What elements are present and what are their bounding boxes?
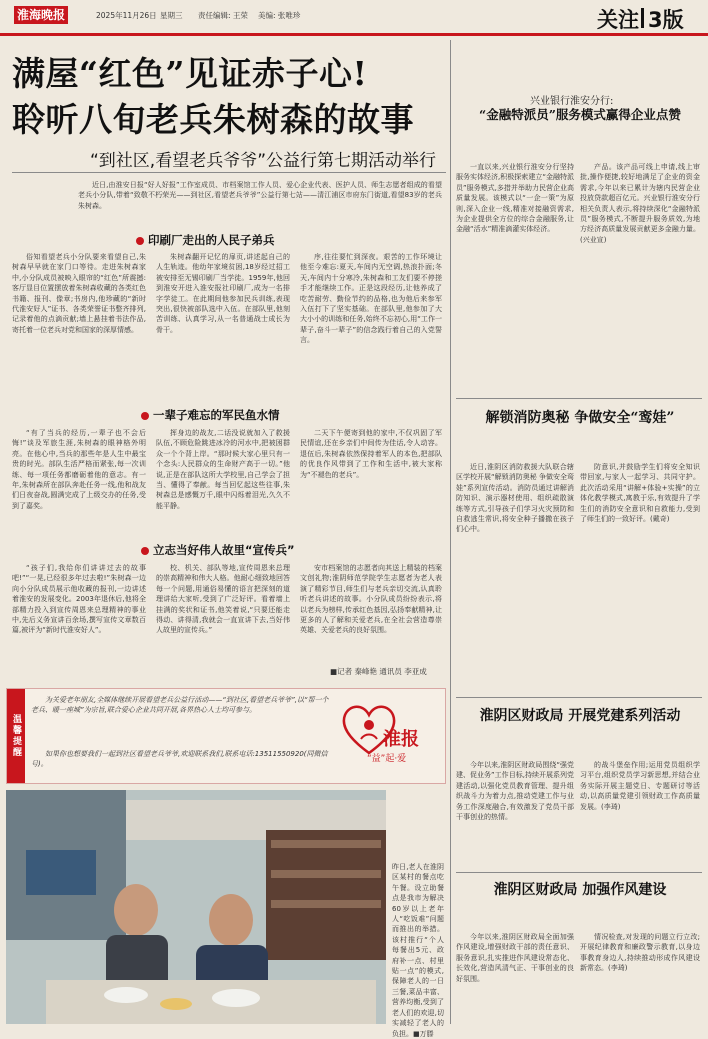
bullet-dot-icon (136, 237, 144, 245)
side-article-1-kicker: 兴业银行淮安分行: (530, 96, 614, 107)
side-article-2-title: 解锁消防奥秘 争做安全“鸾娃” (485, 410, 675, 426)
section-1-heading (136, 232, 275, 248)
main-headline-2: 聆听八旬老兵朱树森的故事 (12, 100, 414, 139)
section-name: 关注 (597, 8, 639, 32)
notice-text-1: 为关爱老年朋友,全媒体继续开展看望老兵公益行活动——“到社区,看望老兵爷爷”,以“帮一个老兵、暖一座城”为宗旨,联合爱心企业共同开展,各界热心人士均可参与。 (31, 696, 329, 715)
side-article-1-column-2: 产品。该产品可线上申请,线上审批,操作便捷,较好地满足了企业的资金需求,今年以来已累计为辖内民营企业投放贷款超百亿元。兴业银行淮安分行相关负责人表示,将持续深化“金融特派员”服务模式,不断提升服务质效,为地方经济高质量发展贡献更多金融力量。(兴业宣) (580, 163, 700, 244)
section-divider (641, 8, 644, 28)
section-2-column-2: 挥身边的战友,二话没说就加入了救援队伍,不顾危险跳进冰冷的河水中,把被困群众一个个背上岸。“那时候大家心里只有一个念头:人民群众的生命财产高于一切。”他说,正是在部队这所大学校里,自己学会了担当、懂得了奉献。每当回忆起这些往事,朱树森总是感慨万千,眼中闪烁着泪光,久久不能平静。 (156, 429, 290, 510)
masthead-logo: 淮海晚报 (14, 6, 68, 24)
side-article-4-title: 淮阴区财政局 加强作风建设 (493, 882, 667, 898)
dining-photo-illustration (6, 790, 386, 1024)
notice-text-2: 如果你也想要我们一起到社区看望老兵爷爷,欢迎联系我们,联系电话:13511550920(同微信号)。 (31, 750, 328, 769)
main-byline: ■记者 秦峰艳 通讯员 李亚成 (330, 667, 427, 676)
side-divider-1 (456, 398, 702, 399)
main-lead: 近日,由淮安日报“好人好报”工作室成员、市档案馆工作人员、爱心企业代表、医护人员、师生志愿者组成的看望老兵小分队,带着“致敬不朽荣光——到社区,看望老兵爷爷”公益行第七站——清江浦区市府东门街道,看望83岁的老兵朱树森。 (78, 181, 442, 210)
news-photo (6, 790, 386, 1024)
main-subheadline: “到社区,看望老兵爷爷”公益行第七期活动举行 (90, 151, 437, 171)
masthead-date: 2025年11月26日 (96, 11, 157, 20)
notice-logo-sub: “益”起·爱 (367, 754, 407, 764)
side-article-3-column-2: 的战斗堡垒作用;运用党员组织学习平台,组织党员学习新思想,并结合业务实际开展主题党日、专题研讨等活动,以高质量党建引领财政工作高质量发展。(李琦) (580, 761, 700, 811)
masthead-weekday: 星期三 (160, 11, 183, 20)
bullet-dot-icon (141, 412, 149, 420)
masthead-rule (0, 33, 708, 36)
section-2-heading (141, 407, 280, 423)
side-article-1-column-1: 一直以来,兴业银行淮安分行坚持服务实体经济,积极探索建立“金融特派员”服务模式,多措并举助力民营企业高质量发展。该模式以“一企一策”为原则,深入企业一线,精准对接融资需求,为企业提供全方位的综合金融服务,让金融“活水”精准滴灌实体经济。 (456, 163, 574, 234)
section-2-column-1: “有了当兵的经历,一辈子也不会后悔!”谈及军旅生涯,朱树森的眼神格外明亮。在他心中,当兵的那些年是人生中最宝贵的时光。部队生活严格而紧张,每一次训练、每一项任务都磨砺着他的意志。有一年,朱树森所在部队奔赴任务一线,他和战友们日夜奋战,圆满完成了上级交办的任务,受到了嘉奖。 (12, 429, 146, 510)
section-3-heading (141, 542, 295, 558)
section-1-column-1: 俗知看望老兵小分队要来看望自己,朱树森早早就在家门口等待。走进朱树森家中,小分队成员被映入眼帘的“红色”所震撼:客厅显目位置摆放着朱树森收藏的各类红色书籍、报刊、像章;书房内,他珍藏的“新时代淮安好人”证书、各类荣誉证书整齐排列,记录着他的点滴贡献;墙上悬挂着书法作品,寄托着一位老兵对党和国家的深厚情感。 (12, 253, 146, 334)
section-2-title: 一辈子难忘的军民鱼水情 (153, 408, 280, 422)
masthead-designer: 美编: 张唯珍 (258, 11, 301, 20)
bullet-dot-icon (141, 547, 149, 555)
side-divider-2 (456, 697, 702, 698)
side-article-1-title: “金融特派员”服务模式赢得企业点赞 (479, 107, 681, 122)
side-article-4-column-1: 今年以来,淮阴区财政局全面加强作风建设,增强财政干部的责任意识、服务意识,扎实推进作风建设常态化、长效化,营造风清气正、干事创业的良好氛围。 (456, 933, 574, 983)
section-1-title: 印刷厂走出的人民子弟兵 (148, 233, 275, 247)
section-1-column-2: 朱树森翻开记忆的扉页,讲述起自己的人生轨迹。他幼年家境贫困,18岁经过招工被安排至无锡印刷厂当学徒。1959年,他回到淮安开进入淮安报社印刷厂,成为一名排字学徒工。在此期间他参加民兵训练,表现突出,很快被部队选中入伍。在部队里,他刻苦训练、认真学习,从一名普通战士成长为骨干。 (156, 253, 290, 334)
side-article-2-column-2: 防意识,并鼓励学生们将安全知识带回家,与家人一起学习、共同守护。此次活动采用“讲解+体验+实操”的立体化教学模式,寓教于乐,有效提升了学生们的消防安全意识和自救能力,受到了师生们的一致好评。(戴奇) (580, 463, 700, 524)
section-3-column-2: 校、机关、部队等地,宣传周恩来总理的崇高精神和伟大人格。他耐心细致地回答每一个问题,用通俗易懂的语言把深刻的道理讲给大家听,受到了广泛好评。看着墙上挂满的奖状和证书,他笑着说,“只要还能走得动、讲得清,我就会一直宣讲下去,当好伟人故里的宣传兵。” (156, 564, 290, 635)
notice-label: 温馨提醒 (7, 689, 25, 783)
section-1-column-3: 序,往往要忙到深夜。艰苦的工作环境让他至今难忘:夏天,车间内无空调,热浪扑面;冬天,车间内十分寒冷,朱树森和工友们要不停搓手才能继续工作。正是这段经历,让他养成了吃苦耐劳、勤俭节约的品格,也为他后来参军入伍打下了坚实基础。在部队里,他参加了大大小小的训练和任务,始终不忘初心,用“工作一辈子,奋斗一辈子”的信念践行着自己的入党誓言。 (300, 253, 442, 345)
column-divider (450, 40, 451, 1024)
main-headline-1: 满屋“红色”见证赤子心! (12, 54, 368, 93)
side-article-3-column-1: 今年以来,淮阴区财政局围绕“强党建、促业务”工作目标,持续开展系列党建活动,以强化党员教育管理、提升组织战斗力为着力点,推动党建工作与业务工作深度融合,有效激发了党员干部干事创业的热情。 (456, 761, 574, 822)
page-number: 3版 (648, 8, 684, 32)
section-3-column-1: “孩子们,我给你们讲讲过去的故事吧!”“一晃,已经很多年过去啦!”朱树森一边向小分队成员展示他收藏的报刊,一边讲述着淮安的发展变化。2003年退休后,他将全部精力投入到宣传周恩来总理精神的事业中,先后义务宣讲百余场,撰写宣传文章数百篇,被评为“新时代淮安好人”。 (12, 564, 146, 635)
masthead (0, 0, 708, 34)
side-article-3-title: 淮阴区财政局 开展党建系列活动 (479, 708, 681, 724)
masthead-editor: 责任编辑: 王荣 (198, 11, 248, 20)
section-3-title: 立志当好伟人故里“宣传兵” (153, 543, 295, 557)
side-article-4-column-2: 情况检查,对发现的问题立行立改;开展纪律教育和廉政警示教育,以身边事教育身边人,持续推动形成作风建设新常态。(李琦) (580, 933, 700, 973)
side-article-2-column-1: 近日,淮阴区消防救援大队联合辖区学校开展“解锁消防奥秘 争做安全鸾娃”系列宣传活动。消防员通过讲解消防知识、演示器材使用、组织疏散演练等方式,引导孩子们学习火灾预防和自救逃生常识,将安全种子播撒在孩子们心中。 (456, 463, 574, 534)
notice-logo-text: 淮报 (383, 729, 419, 750)
lead-divider (12, 172, 446, 173)
section-3-column-3: 安市档案馆的志愿者向其送上精装的档案文创礼物;淮阴师范学院学生志愿者为老人表演了精彩节目,师生们与老兵亲切交流,认真聆听老兵讲述的故事。小分队成员纷纷表示,将以老兵为榜样,传承红色基因,弘扬奉献精神,让更多的人了解和关爱老兵,在全社会营造尊崇英雄、关爱老兵的良好氛围。 (300, 564, 442, 635)
notice-box (6, 688, 446, 784)
side-divider-3 (456, 872, 702, 873)
section-2-column-3: 二天下午便寄到他的家中,不仅巩固了军民情谊,还在乡亲们中间传为佳话,令人动容。退伍后,朱树森依然保持着军人的本色,把部队的优良作风带到了工作和生活中,被大家称为“不褪色的老兵”。 (300, 429, 442, 479)
photo-caption: 昨日,老人在淮阴区某村的餐点吃午餐。设立助餐点是我市为解决60岁以上老年人“吃饭难”问题而推出的举措。该村推行“个人每餐出5元、政府补一点、村里贴一点”的模式,保障老人的一日三餐,菜品丰富、营养均衡,受到了老人们的欢迎,切实减轻了老人的负担。■万滕 (392, 863, 444, 1038)
